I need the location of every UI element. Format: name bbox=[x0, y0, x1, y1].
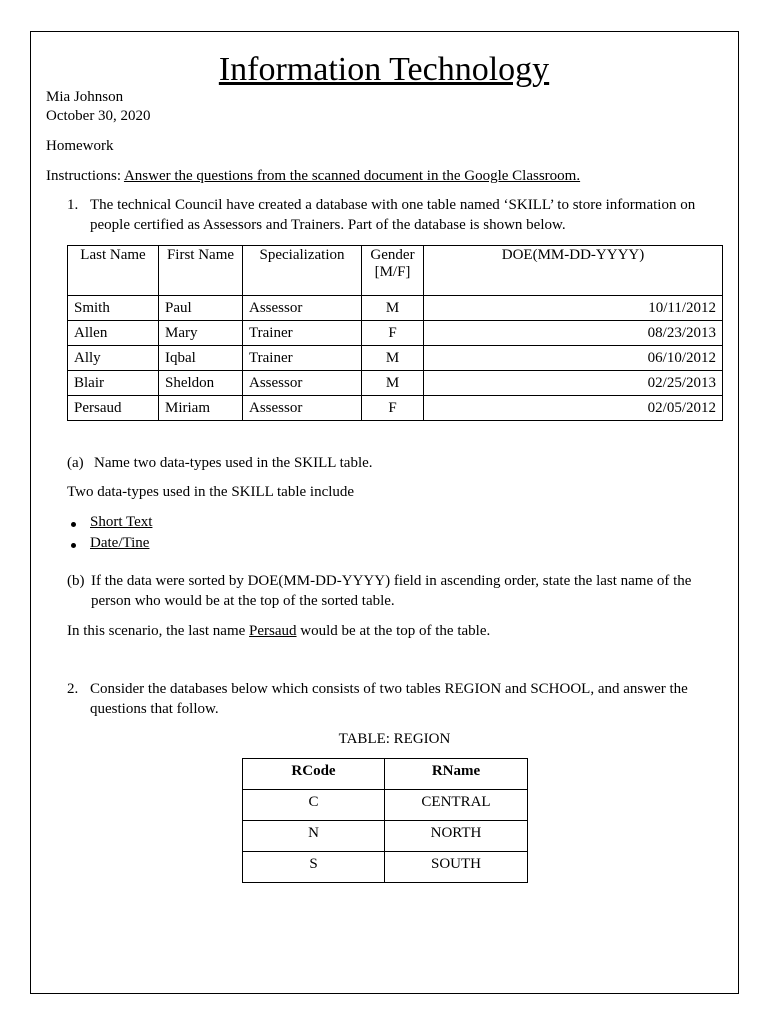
cell-doe: 08/23/2013 bbox=[424, 321, 723, 346]
column-header-specialization: Specialization bbox=[243, 246, 362, 296]
question-1-text: The technical Council have created a database with one table named ‘SKILL’ to store information on people certified as Assessors and Trainers. Part of the database is shown below. bbox=[90, 197, 696, 233]
table-row bbox=[243, 821, 528, 852]
part-b-question: If the data were sorted by DOE(MM-DD-YYYY) field in ascending order, state the last name of the person who would be at the top of the sorted table. bbox=[91, 573, 692, 609]
column-header-gender: Gender [M/F] bbox=[362, 246, 424, 296]
document-title-text: Information Technology bbox=[218, 51, 550, 88]
cell-rcode: C bbox=[243, 790, 385, 821]
part-b-answer-prefix: In this scenario, the last name bbox=[67, 623, 246, 639]
list-item-text: Date/Tine bbox=[90, 535, 150, 551]
part-b-answer-suffix: would be at the top of the table. bbox=[300, 623, 491, 639]
table-row bbox=[68, 321, 723, 346]
bullet-icon bbox=[71, 522, 76, 527]
cell-rname: CENTRAL bbox=[385, 790, 528, 821]
question-1-number: 1. bbox=[67, 197, 79, 213]
cell-last-name: Ally bbox=[68, 346, 159, 371]
part-b-label: (b) bbox=[67, 573, 85, 589]
question-2-number: 2. bbox=[67, 681, 79, 697]
bullet-icon bbox=[71, 543, 76, 548]
cell-gender: M bbox=[362, 296, 424, 321]
table-row bbox=[68, 296, 723, 321]
column-header-doe: DOE(MM-DD-YYYY) bbox=[424, 246, 723, 296]
part-a-label: (a) bbox=[67, 455, 84, 471]
cell-specialization: Assessor bbox=[243, 396, 362, 421]
cell-specialization: Assessor bbox=[243, 296, 362, 321]
cell-gender: F bbox=[362, 396, 424, 421]
cell-doe: 10/11/2012 bbox=[424, 296, 723, 321]
table-caption: TABLE: REGION bbox=[338, 731, 451, 747]
part-b-answer bbox=[67, 621, 490, 641]
part-b-answer-value: Persaud bbox=[249, 623, 297, 639]
list-item bbox=[67, 533, 152, 554]
column-header-last-name: Last Name bbox=[68, 246, 159, 296]
document-title bbox=[0, 50, 768, 90]
cell-doe: 06/10/2012 bbox=[424, 346, 723, 371]
cell-first-name: Miriam bbox=[159, 396, 243, 421]
cell-first-name: Paul bbox=[159, 296, 243, 321]
cell-doe: 02/25/2013 bbox=[424, 371, 723, 396]
cell-gender: M bbox=[362, 346, 424, 371]
question-2 bbox=[67, 679, 722, 719]
cell-first-name: Sheldon bbox=[159, 371, 243, 396]
part-b bbox=[67, 571, 723, 611]
cell-last-name: Blair bbox=[68, 371, 159, 396]
table-row bbox=[68, 396, 723, 421]
instructions bbox=[46, 166, 580, 186]
table-header-row bbox=[68, 246, 723, 296]
part-a-answer-intro: Two data-types used in the SKILL table include bbox=[67, 484, 355, 500]
cell-gender: M bbox=[362, 371, 424, 396]
list-item-text: Short Text bbox=[90, 514, 153, 530]
cell-rname: NORTH bbox=[385, 821, 528, 852]
assignment-type: Homework bbox=[46, 138, 114, 154]
cell-specialization: Assessor bbox=[243, 371, 362, 396]
instructions-text: Answer the questions from the scanned document in the Google Classroom. bbox=[123, 168, 581, 184]
list-item bbox=[67, 512, 152, 533]
question-1 bbox=[67, 195, 722, 235]
cell-specialization: Trainer bbox=[243, 321, 362, 346]
column-header-rname: RName bbox=[385, 759, 528, 790]
table-header-row bbox=[243, 759, 528, 790]
cell-first-name: Iqbal bbox=[159, 346, 243, 371]
table-row bbox=[68, 346, 723, 371]
author-name: Mia Johnson bbox=[46, 89, 124, 105]
cell-gender: F bbox=[362, 321, 424, 346]
table-row bbox=[243, 790, 528, 821]
table-row bbox=[68, 371, 723, 396]
cell-last-name: Allen bbox=[68, 321, 159, 346]
cell-rcode: S bbox=[243, 852, 385, 883]
column-header-rcode: RCode bbox=[243, 759, 385, 790]
cell-specialization: Trainer bbox=[243, 346, 362, 371]
column-header-first-name: First Name bbox=[159, 246, 243, 296]
document-date: October 30, 2020 bbox=[46, 108, 151, 124]
instructions-label: Instructions: bbox=[46, 168, 121, 184]
part-a-answer-list bbox=[67, 512, 152, 554]
cell-last-name: Persaud bbox=[68, 396, 159, 421]
cell-last-name: Smith bbox=[68, 296, 159, 321]
part-a-question: Name two data-types used in the SKILL table. bbox=[94, 455, 373, 471]
table-row bbox=[243, 852, 528, 883]
cell-rname: SOUTH bbox=[385, 852, 528, 883]
cell-rcode: N bbox=[243, 821, 385, 852]
skill-table bbox=[67, 245, 723, 421]
cell-doe: 02/05/2012 bbox=[424, 396, 723, 421]
part-a bbox=[67, 453, 726, 473]
question-2-text: Consider the databases below which consists of two tables REGION and SCHOOL, and answer the questions that follow. bbox=[90, 681, 688, 717]
cell-first-name: Mary bbox=[159, 321, 243, 346]
region-table bbox=[242, 758, 528, 883]
